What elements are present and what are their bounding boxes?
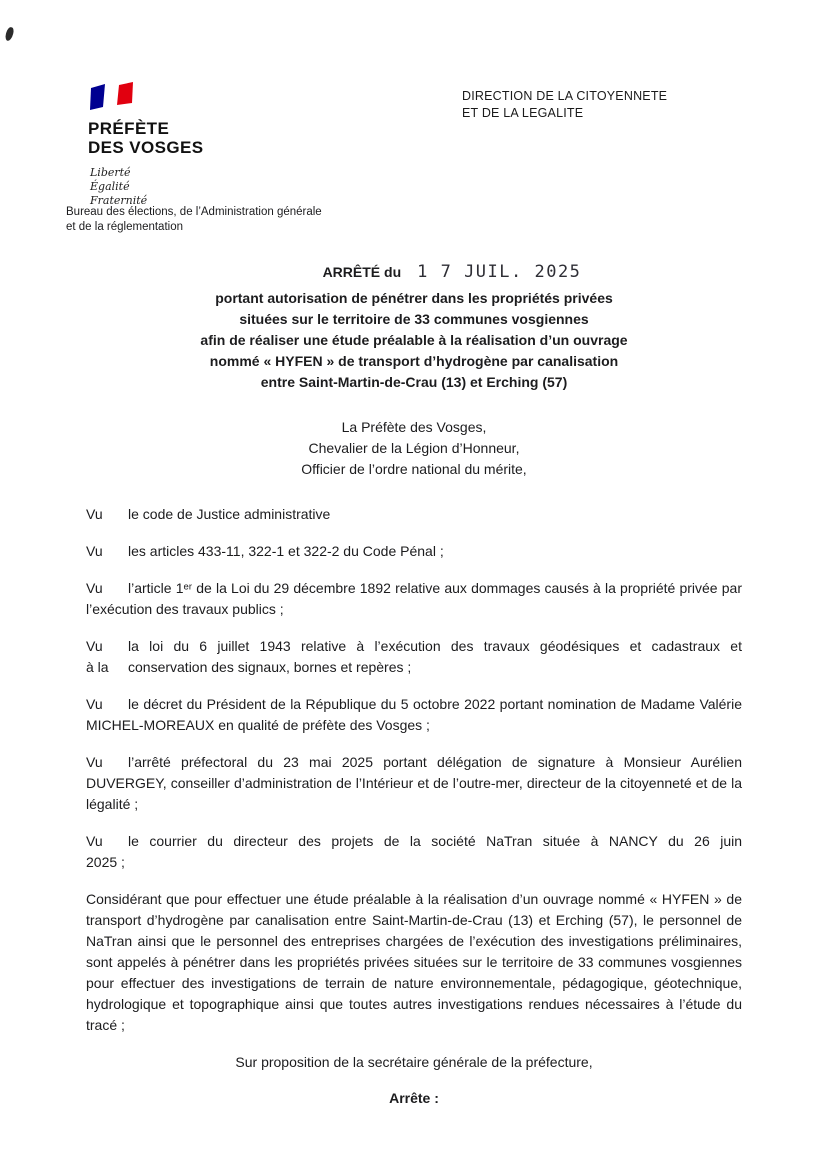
scan-artifact: [4, 26, 14, 41]
decree-subtitle: [86, 288, 742, 393]
subtitle-line: nommé « HYFEN » de transport d’hydrogène par canalisation: [209, 353, 619, 369]
vu-label: Vu: [86, 696, 103, 712]
vu-text: les articles 433-11, 322-1 et 322-2 du Code Pénal ;: [128, 543, 444, 559]
vu-label: Vu: [86, 754, 103, 770]
prefecture-name-line1: PRÉFÈTE: [88, 119, 170, 138]
vu-clause: [86, 541, 742, 562]
motto-line: Liberté: [90, 166, 131, 179]
vu-line: [86, 831, 742, 852]
vu-clause: [86, 636, 742, 678]
salutation-line: La Préfète des Vosges,: [341, 419, 487, 435]
vu-clause: [86, 694, 742, 736]
vu-label: Vu: [86, 580, 103, 596]
motto-line: Égalité: [90, 180, 130, 193]
vu-clause: [86, 578, 742, 620]
subtitle-line: portant autorisation de pénétrer dans les propriétés privées: [215, 290, 613, 306]
vu-section: [86, 504, 742, 873]
motto-line: Fraternité: [90, 194, 148, 207]
vu-text: le courrier du directeur des projets de la société NaTran située à NANCY du 26 juin: [128, 833, 742, 849]
prefecture-name: [88, 119, 203, 157]
vu-label: Vu: [86, 506, 103, 522]
vu-label: Vu: [86, 833, 103, 849]
salutation-line: Officier de l’ordre national du mérite,: [301, 461, 527, 477]
vu-text: le code de Justice administrative: [128, 506, 331, 522]
bureau-line1: Bureau des élections, de l’Administration générale: [66, 206, 322, 218]
sur-proposition: Sur proposition de la secrétaire générale de la préfecture,: [235, 1054, 593, 1070]
direction-heading: [462, 88, 667, 122]
vu-text: l’arrêté préfectoral du 23 mai 2025 portant délégation de signature à Monsieur Aurélien DUVERGEY, conseiller d’administration de l’Intérieur et de l’outre-mer, directeur de la citoyenneté et de la légalité ;: [86, 754, 742, 812]
salutation-line: Chevalier de la Légion d’Honneur,: [308, 440, 520, 456]
date-stamp: 1 7 JUIL. 2025: [417, 262, 582, 282]
vu-clause: [86, 504, 742, 525]
vu-clause: [86, 752, 742, 815]
direction-line2: ET DE LA LEGALITE: [462, 106, 584, 120]
subtitle-line: situées sur le territoire de 33 communes vosgiennes: [239, 311, 589, 327]
arrete-heading: Arrête :: [389, 1090, 439, 1106]
prefecture-name-line2: DES VOSGES: [88, 138, 204, 157]
vu-text: conservation des signaux, bornes et repères ;: [128, 659, 412, 675]
subtitle-line: afin de réaliser une étude préalable à la réalisation d’un ouvrage: [200, 332, 628, 348]
salutation: [86, 417, 742, 480]
decree-title: [124, 262, 780, 283]
considerant-clause: Considérant que pour effectuer une étude préalable à la réalisation d’un ouvrage nommé « HYFEN » de transport d’hydrogène par canalisation entre Saint-Martin-de-Crau (13) et Erching (57), le personnel de NaTran ainsi que le personnel des entreprises chargées de l’exécution des investigations préliminaires, sont appelés à pénétrer dans les propriétés privées situées sur le territoire de 33 communes vosgiennes pour effectuer des investigations de terrain de nature environnementale, pédagogique, géotechnique, hydrologique et topographique ainsi que toutes autres investigations rendues nécessaires à l’étude du tracé ;: [86, 891, 742, 1033]
motto: [90, 166, 203, 208]
vu-line: [86, 636, 742, 657]
vu-text: 2025 ;: [86, 854, 125, 870]
vu-label: à la: [86, 659, 109, 675]
vu-clause: [86, 831, 742, 873]
vu-line: [86, 657, 742, 678]
vu-text: le décret du Président de la République du 5 octobre 2022 portant nomination de Madame Valérie MICHEL-MOREAUX en qualité de préfète des Vosges ;: [86, 696, 742, 733]
bureau-line2: et de la réglementation: [66, 221, 183, 233]
french-flag-icon: [90, 82, 136, 112]
vu-text: la loi du 6 juillet 1943 relative à l’exécution des travaux géodésiques et cadastraux et: [128, 638, 742, 654]
decree-title-label: ARRÊTÉ du: [322, 264, 402, 280]
subtitle-line: entre Saint-Martin-de-Crau (13) et Erching (57): [260, 374, 568, 390]
vu-label: Vu: [86, 543, 103, 559]
direction-line1: DIRECTION DE LA CITOYENNETE: [462, 89, 668, 103]
vu-label: Vu: [86, 638, 103, 654]
vu-line: [86, 852, 742, 873]
decree-body: [86, 262, 742, 1109]
bureau-heading: [66, 205, 322, 235]
vu-text: l’article 1ᵉʳ de la Loi du 29 décembre 1892 relative aux dommages causés à la propriété privée par l’exécution des travaux publics ;: [86, 580, 742, 617]
gov-logo: [88, 82, 203, 208]
